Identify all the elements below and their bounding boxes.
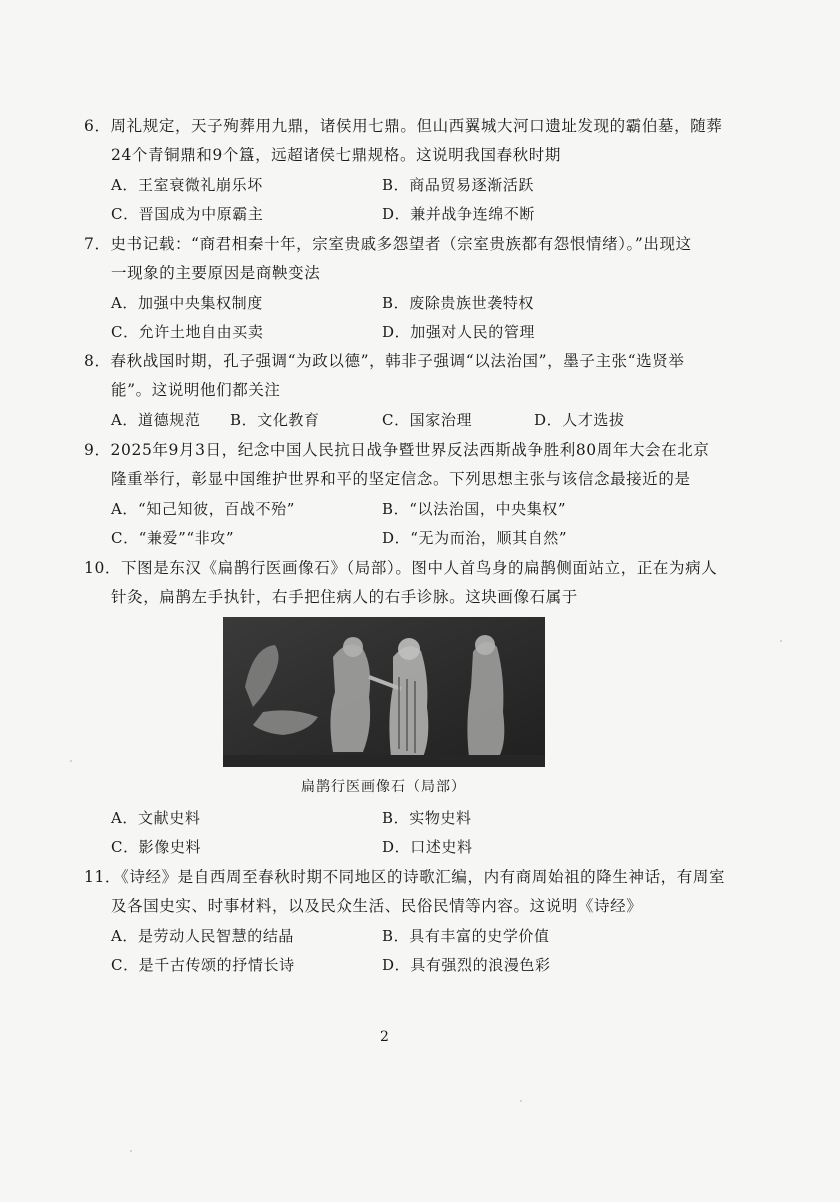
question-11-option-c[interactable]: C．是千古传颂的抒情长诗 [111,956,295,974]
question-11-option-a[interactable]: A．是劳动人民智慧的结晶 [111,927,295,945]
question-7-option-d[interactable]: D．加强对人民的管理 [382,323,536,341]
question-9-option-b[interactable]: B．“以法治国，中央集权” [382,500,567,518]
question-7-line-1: 7．史书记载：“商君相秦十年，宗室贵戚多怨望者（宗室贵族都有怨恨情绪）。”出现这 [84,235,692,253]
question-8-line-2: 能”。这说明他们都关注 [111,381,281,399]
question-10-option-c[interactable]: C．影像史料 [111,838,202,856]
scan-speck [780,640,782,642]
question-10-option-d[interactable]: D．口述史料 [382,838,473,856]
question-6-option-d[interactable]: D．兼并战争连绵不断 [382,205,536,223]
question-8-option-c[interactable]: C．国家治理 [382,411,473,429]
question-6-line-1: 6．周礼规定，天子殉葬用九鼎，诸侯用七鼎。但山西翼城大河口遗址发现的霸伯墓，随葬 [84,117,723,135]
question-6-option-b[interactable]: B．商品贸易逐渐活跃 [382,176,535,194]
question-8-option-a[interactable]: A．道德规范 [111,411,201,429]
page-number: 2 [380,1029,389,1045]
question-9-option-d[interactable]: D．“无为而治，顺其自然” [382,529,568,547]
question-10-line-1: 10．下图是东汉《扁鹊行医画像石》（局部）。图中人首鸟身的扁鹊侧面站立，正在为病人 [84,559,718,577]
question-10-option-a[interactable]: A．文献史料 [111,809,201,827]
question-7-line-2: 一现象的主要原因是商鞅变法 [111,264,321,282]
question-9-line-1: 9．2025年9月3日，纪念中国人民抗日战争暨世界反法西斯战争胜利80周年大会在北京 [84,441,710,459]
question-9-line-2: 隆重举行，彰显中国维护世界和平的坚定信念。下列思想主张与该信念最接近的是 [111,470,691,488]
question-8-option-d[interactable]: D．人才选拔 [534,411,625,429]
image-caption: 扁鹊行医画像石（局部） [301,779,466,795]
scan-speck [520,1100,522,1102]
question-10-option-b[interactable]: B．实物史料 [382,809,472,827]
question-7-option-c[interactable]: C．允许土地自由买卖 [111,323,264,341]
question-6-line-2: 24个青铜鼎和9个簋，远超诸侯七鼎规格。这说明我国春秋时期 [111,146,561,164]
stone-relief-drawing [223,617,545,767]
stone-relief-image [223,617,545,767]
question-7-option-a[interactable]: A．加强中央集权制度 [111,294,263,312]
question-7-option-b[interactable]: B．废除贵族世袭特权 [382,294,535,312]
question-9-option-c[interactable]: C．“兼爱”“非攻” [111,529,235,547]
question-11-option-d[interactable]: D．具有强烈的浪漫色彩 [382,956,551,974]
question-10-line-2: 针灸，扁鹊左手执针，右手把住病人的右手诊脉。这块画像石属于 [111,588,578,606]
question-11-line-1: 11．《诗经》是自西周至春秋时期不同地区的诗歌汇编，内有商周始祖的降生神话，有周室 [84,868,726,886]
question-6-option-c[interactable]: C．晋国成为中原霸主 [111,205,264,223]
scan-speck [130,1150,132,1152]
question-8-option-b[interactable]: B．文化教育 [230,411,320,429]
question-8-line-1: 8．春秋战国时期，孔子强调“为政以德”，韩非子强调“以法治国”，墨子主张“选贤举 [84,352,685,370]
question-6-option-a[interactable]: A．王室衰微礼崩乐坏 [111,176,263,194]
question-9-option-a[interactable]: A．“知己知彼，百战不殆” [111,500,295,518]
question-11-line-2: 及各国史实、时事材料，以及民众生活、民俗民情等内容。这说明《诗经》 [111,897,643,915]
scan-speck [70,760,72,762]
question-11-option-b[interactable]: B．具有丰富的史学价值 [382,927,550,945]
